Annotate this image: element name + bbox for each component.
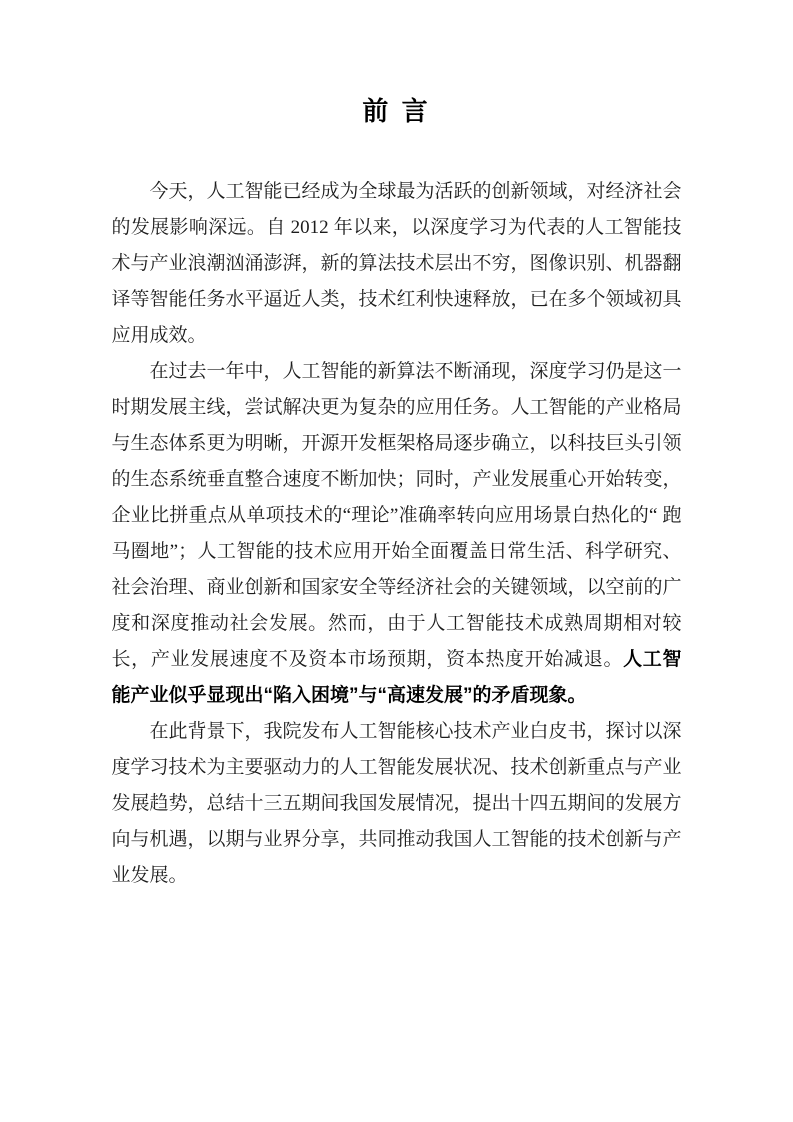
paragraph-3	[112, 714, 682, 894]
page-title: 前 言	[362, 96, 431, 126]
paragraph-3-text: 在此背景下，我院发布人工智能核心技术产业白皮书，探讨以深度学习技术为主要驱动力的人工智能发展状况、技术创新重点与产业发展趋势，总结十三五期间我国发展情况，提出十四五期间的发展方向与机遇，以期与业界分享，共同推动我国人工智能的技术创新与产业发展。	[111, 721, 682, 886]
paragraph-2-text: 在过去一年中，人工智能的新算法不断涌现，深度学习仍是这一时期发展主线，尝试解决更为复杂的应用任务。人工智能的产业格局与生态体系更为明晰，开源开发框架格局逐步确立，以科技巨头引领的生态系统垂直整合速度不断加快；同时，产业发展重心开始转变，企业比拼重点从单项技术的“理论”准确率转向应用场景白热化的“ 跑马圈地”；人工智能的技术应用开始全面覆盖日常生活、科学研究、社会治理、商业创新和国家安全等经济社会的关键领域，以空前的广度和深度推动社会发展。然而，由于人工智能技术成熟周期相对较长，产业发展速度不及资本市场预期，资本热度开始减退。	[111, 361, 682, 670]
paragraph-1-text: 今天，人工智能已经成为全球最为活跃的创新领域，对经济社会的发展影响深远。自 2012 年以来，以深度学习为代表的人工智能技术与产业浪潮汹涌澎湃，新的算法技术层出不穷，图像识别、机器翻译等智能任务水平逼近人类，技术红利快速释放，已在多个领域初具应用成效。	[111, 181, 682, 346]
preface-content	[112, 174, 682, 894]
paragraph-1	[112, 174, 682, 354]
paragraph-2-bold-emphasis: 人工智能产业似乎显现出“陷入困境”与“高速发展”的矛盾现象。	[111, 649, 682, 706]
paragraph-2	[112, 354, 682, 714]
preface-page	[112, 0, 682, 894]
